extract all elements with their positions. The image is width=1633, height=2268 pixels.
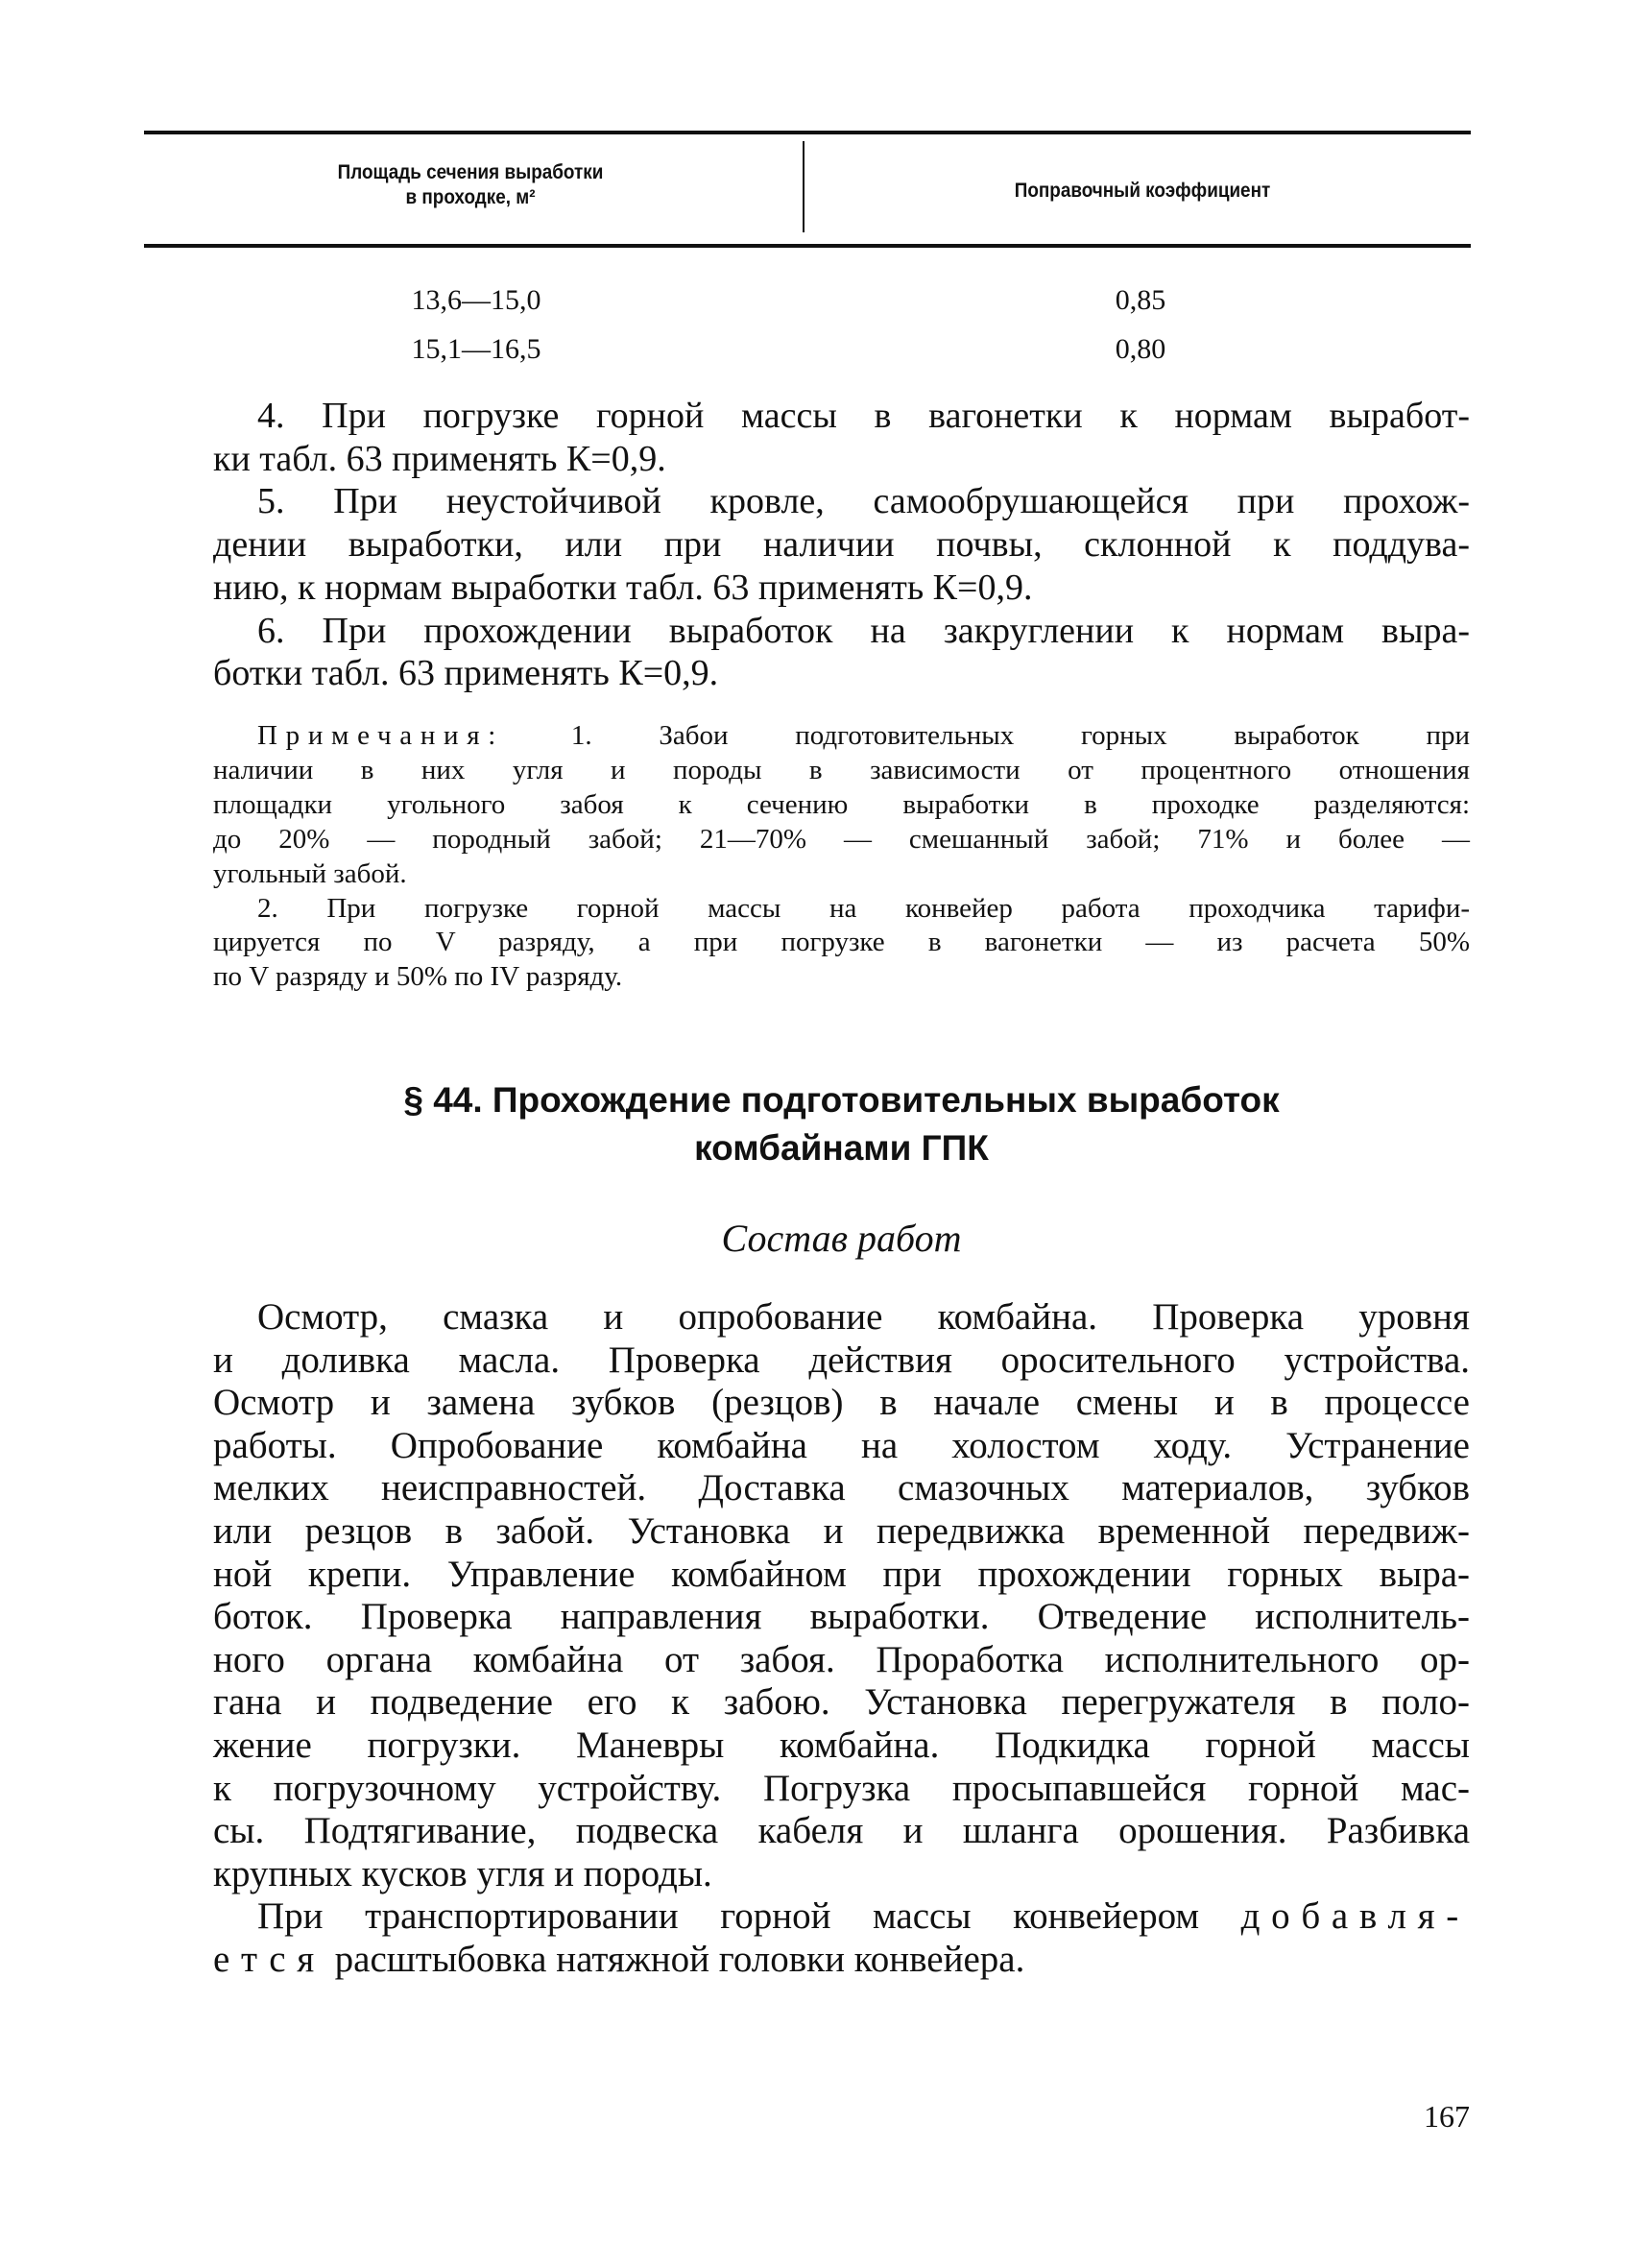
numbered-paragraphs	[213, 395, 1470, 695]
text-line: мелких неисправностей. Доставка смазочных материалов, зубков	[213, 1467, 1470, 1509]
section-heading-line2: комбайнами ГПК	[694, 1128, 989, 1168]
table-column-divider	[803, 141, 804, 232]
text-line: жение погрузки. Маневры комбайна. Подкидка горной массы	[213, 1724, 1470, 1766]
table-cell-coef: 0,80	[1115, 333, 1166, 365]
table-cell-area: 15,1—16,5	[411, 333, 541, 365]
text-line: и доливка масла. Проверка действия оросительного устройства.	[213, 1339, 1470, 1381]
text-line: Осмотр и замена зубков (резцов) в начале смены и в процессе	[213, 1382, 1470, 1424]
text-segment: расштыбовка натяжной головки конвейера.	[324, 1938, 1025, 1980]
table-header-rule	[144, 244, 1471, 248]
section-subtitle: Состав работ	[721, 1217, 962, 1260]
text-line: или резцов в забой. Установка и передвижка временной передвиж-	[213, 1509, 1470, 1552]
spaced-text: Примечания:	[257, 720, 505, 751]
text-line: угольный забой.	[213, 857, 407, 889]
table-header-area-line1: Площадь сечения выработки	[337, 161, 604, 183]
text-segment: При транспортировании горной массы конвейером	[257, 1895, 1241, 1938]
notes	[213, 719, 1470, 995]
text-line: 2. При погрузке горной массы на конвейер работа проходчика тарифи-	[257, 892, 1470, 924]
table-header-area	[246, 160, 695, 210]
table-top-rule	[144, 131, 1471, 134]
text-line: ного органа комбайна от забоя. Проработка исполнительного ор-	[213, 1638, 1470, 1680]
text-line: 4. При погрузке горной массы в вагонетки к нормам выработ-	[257, 396, 1470, 436]
text-line: по V разряду и 50% по IV разряду.	[213, 961, 623, 993]
text-line: сы. Подтягивание, подвеска кабеля и шланга орошения. Разбивка	[213, 1810, 1470, 1852]
text-segment: 1. Забои подготовительных горных выработок при	[504, 720, 1470, 751]
text-line: боток. Проверка направления выработки. Отведение исполнитель-	[213, 1596, 1470, 1638]
spaced-text: ется	[213, 1938, 325, 1980]
text-line: работы. Опробование комбайна на холостом ходу. Устранение	[213, 1424, 1470, 1466]
table-cell-area: 13,6—15,0	[411, 284, 541, 316]
text-line	[213, 1895, 1470, 1939]
section-heading-line1: § 44. Прохождение подготовительных выработок	[403, 1080, 1280, 1120]
table-header-coefficient: Поправочный коэффициент	[1014, 180, 1271, 202]
text-line: ки табл. 63 применять К=0,9.	[213, 438, 666, 479]
text-line: ботки табл. 63 применять К=0,9.	[213, 653, 719, 694]
text-line: дении выработки, или при наличии почвы, склонной к поддува-	[213, 524, 1470, 566]
text-line: гана и подведение его к забою. Установка перегружателя в поло-	[213, 1681, 1470, 1724]
text-line: наличии в них угля и породы в зависимости от процентного отношения	[213, 754, 1470, 785]
spaced-text: добавля-	[1240, 1895, 1470, 1938]
section-heading	[213, 1076, 1470, 1172]
text-line: 6. При прохождении выработок на закруглении к нормам выра-	[257, 610, 1470, 651]
text-line: ной крепи. Управление комбайном при прохождении горных выра-	[213, 1553, 1470, 1595]
text-line: к погрузочному устройству. Погрузка просыпавшейся горной мас-	[213, 1767, 1470, 1809]
text-line: до 20% — породный забой; 21—70% — смешанный забой; 71% и более —	[213, 823, 1470, 855]
text-line: нию, к нормам выработки табл. 63 применять К=0,9.	[213, 567, 1033, 608]
text-line	[213, 1939, 1470, 1982]
text-line: Осмотр, смазка и опробование комбайна. Проверка уровня	[257, 1296, 1470, 1338]
text-line: площадки угольного забоя к сечению выработки в проходке разделяются:	[213, 788, 1470, 820]
page-number: 167	[1424, 2099, 1470, 2134]
text-line: цируется по V разряду, а при погрузке в вагонетки — из расчета 50%	[213, 927, 1470, 958]
table-cell-coef: 0,85	[1115, 284, 1166, 316]
table-header-area-line2: в проходке, м²	[405, 186, 536, 208]
text-line: крупных кусков угля и породы.	[213, 1852, 712, 1894]
text-line	[213, 719, 1470, 754]
body-text	[213, 1296, 1470, 1982]
text-line: 5. При неустойчивой кровле, самообрушающейся при прохож-	[257, 481, 1470, 522]
